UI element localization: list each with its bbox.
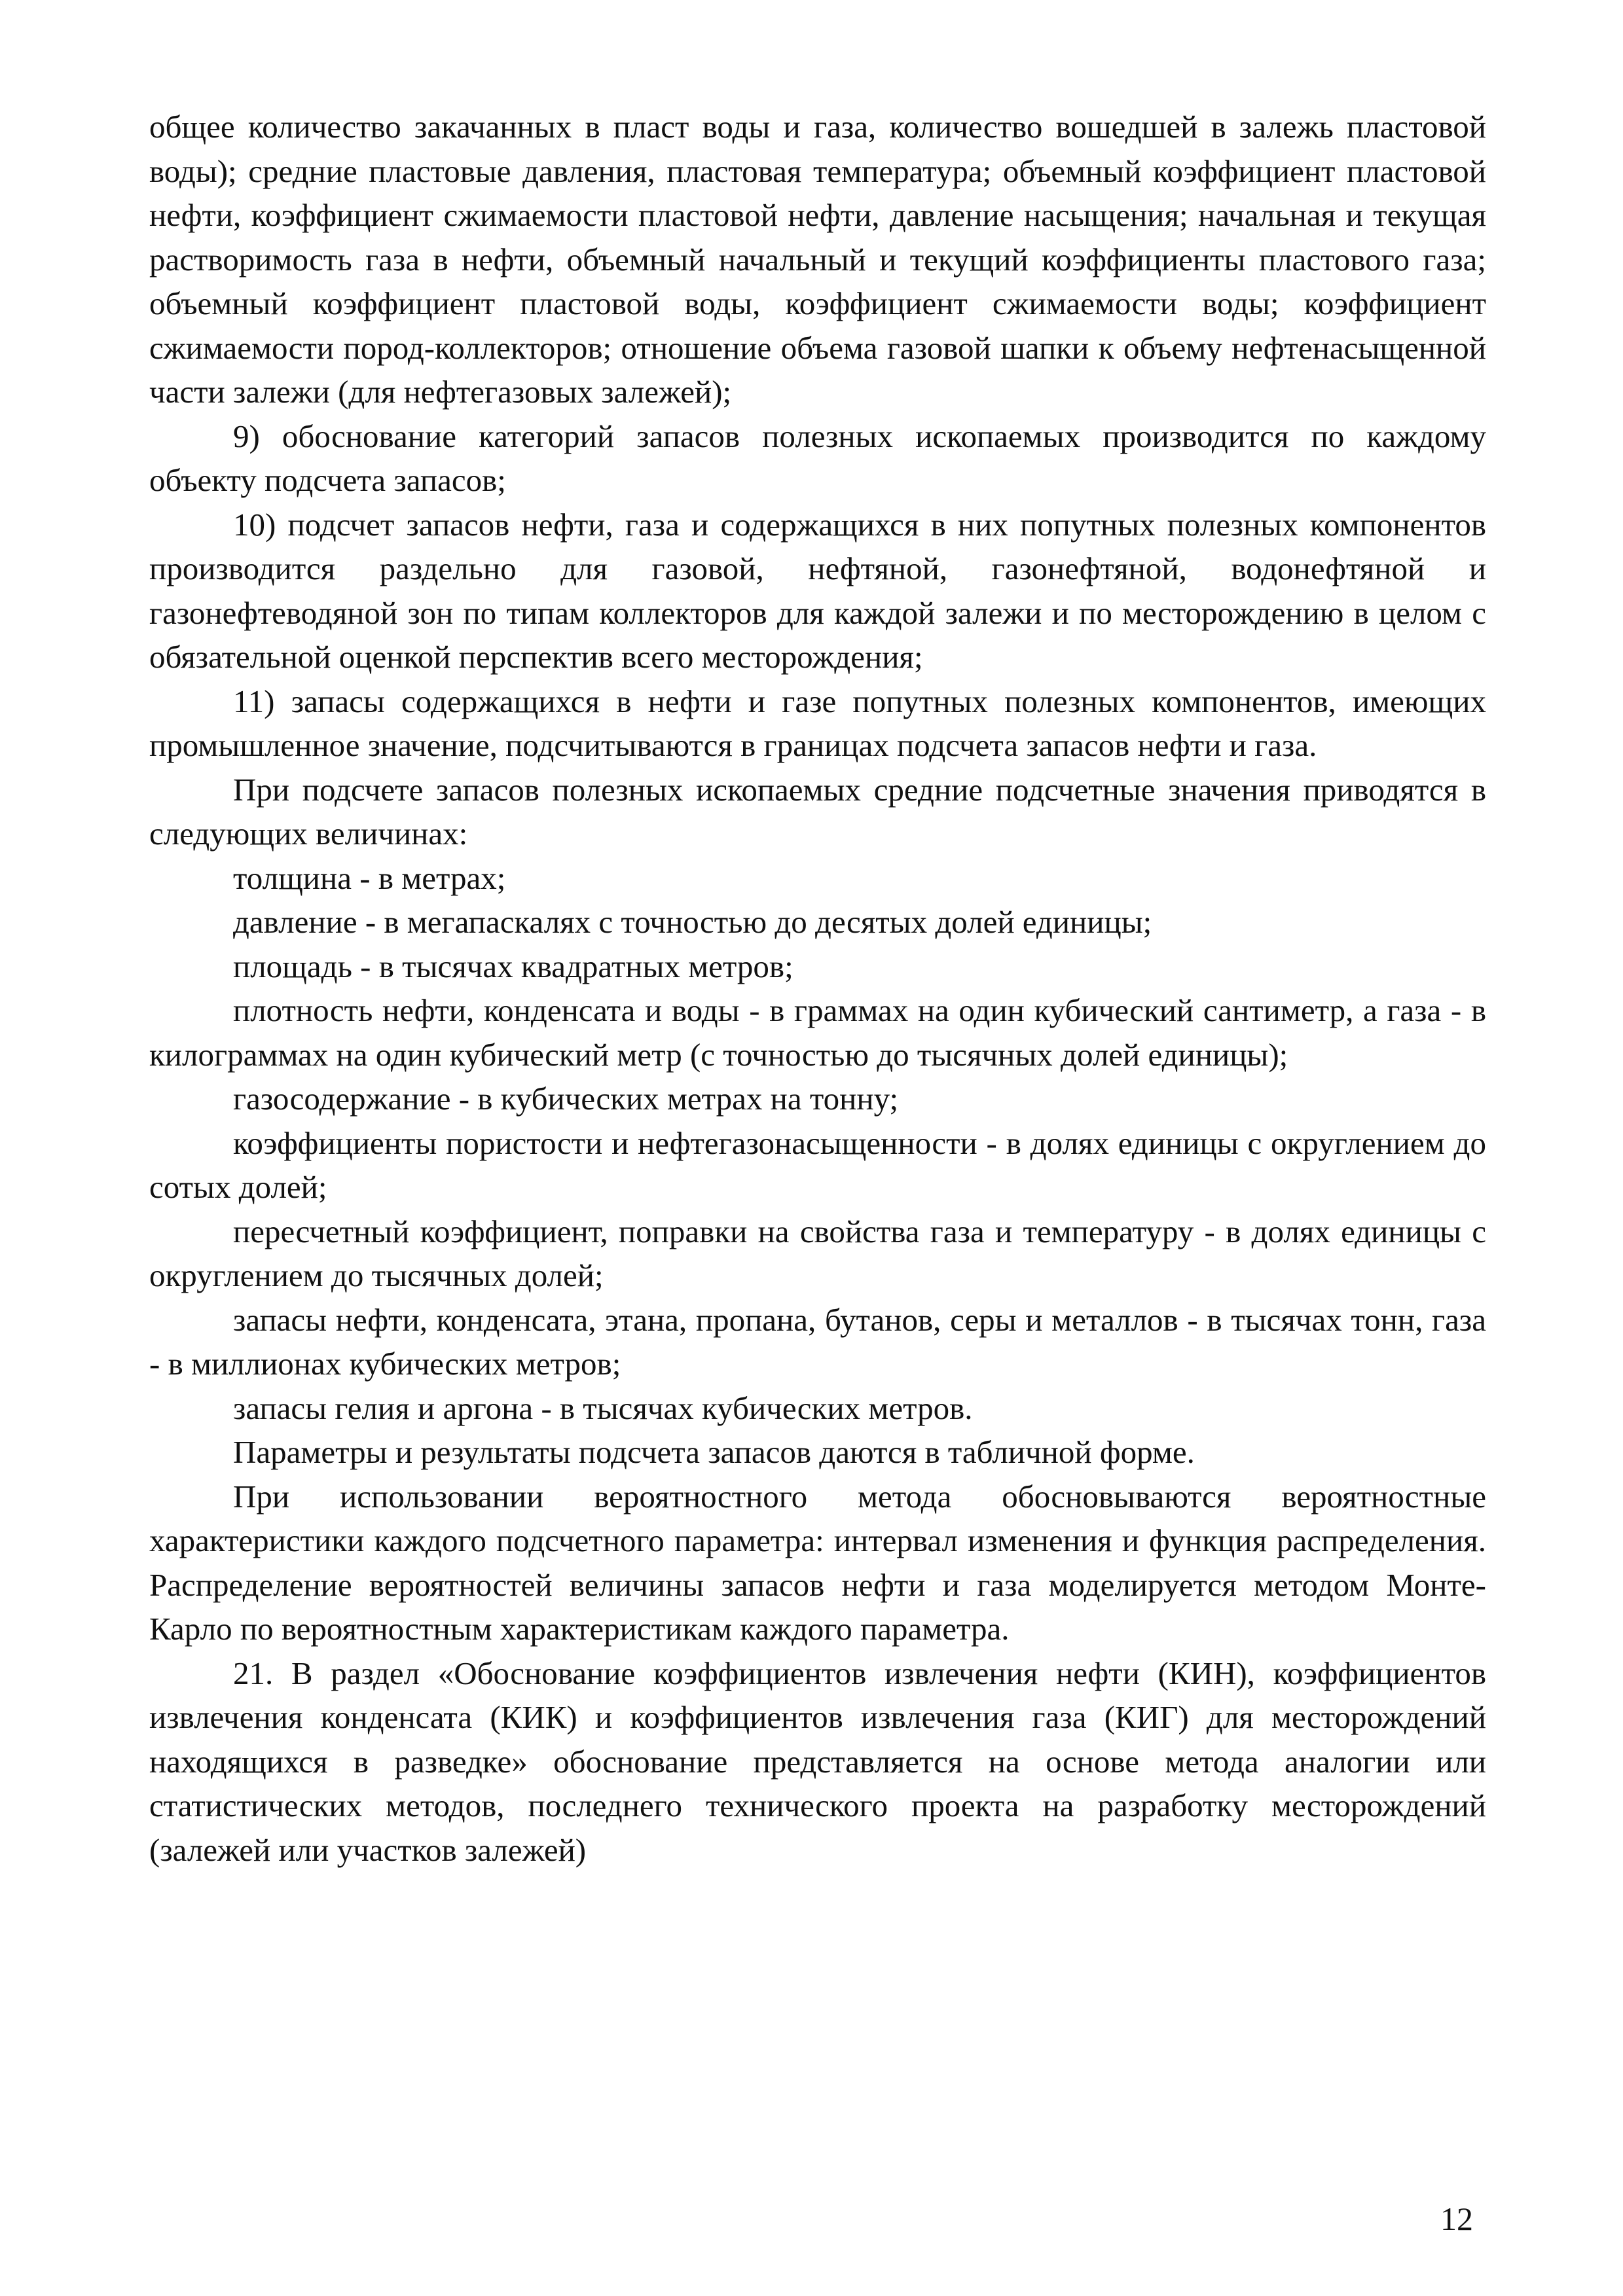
unit-density: плотность нефти, конденсата и воды - в граммах на один кубический сантиметр, а газа - в килограммах на один кубический метр (с точностью до тысячных долей единицы);: [149, 992, 1486, 1073]
unit-reserves-helium: запасы гелия и аргона - в тысячах кубических метров.: [233, 1390, 973, 1426]
paragraph-probabilistic-method: При использовании вероятностного метода обосновываются вероятностные характеристики каждого подсчетного параметра: интервал изменения и функция распределения. Распределение вероятностей величины запасов нефти и газа моделируется методом Монте-Карло по вероятностным характеристикам каждого параметра.: [149, 1478, 1486, 1647]
paragraph-item-21: 21. В раздел «Обоснование коэффициентов извлечения нефти (КИН), коэффициентов извлечения конденсата (КИК) и коэффициентов извлечения газа (КИГ) для месторождений находящихся в разведке» обоснование представляется на основе метода аналогии или статистических методов, последнего технического проекта на разработку месторождений (залежей или участков залежей): [149, 1655, 1486, 1868]
unit-reserves-oil: запасы нефти, конденсата, этана, пропана, бутанов, серы и металлов - в тысячах тонн, газа - в миллионах кубических метров;: [149, 1301, 1486, 1382]
unit-conversion-factor: пересчетный коэффициент, поправки на свойства газа и температуру - в долях единицы с округлением до тысячных долей;: [149, 1213, 1486, 1293]
unit-gas-content: газосодержание - в кубических метрах на тонну;: [233, 1081, 899, 1117]
paragraph-table-form: Параметры и результаты подсчета запасов даются в табличной форме.: [233, 1434, 1195, 1470]
paragraph-item-11: 11) запасы содержащихся в нефти и газе попутных полезных компонентов, имеющих промышленное значение, подсчитываются в границах подсчета запасов нефти и газа.: [149, 683, 1486, 763]
unit-pressure: давление - в мегапаскалях с точностью до десятых долей единицы;: [233, 904, 1152, 940]
unit-area: площадь - в тысячах квадратных метров;: [233, 948, 793, 984]
page-number: 12: [1440, 2200, 1473, 2237]
paragraph-continuation: общее количество закачанных в пласт воды и газа, количество вошедшей в залежь пластовой воды); средние пластовые давления, пластовая температура; объемный коэффициент пластовой нефти, коэффициент сжимаемости пластовой нефти, давление насыщения; начальная и текущая растворимость газа в нефти, объемный начальный и текущий коэффициенты пластового газа; объемный коэффициент пластовой воды, коэффициент сжимаемости воды; коэффициент сжимаемости пород-коллекторов; отношение объема газовой шапки к объему нефтенасыщенной части залежи (для нефтегазовых залежей);: [149, 109, 1486, 410]
paragraph-units-intro: При подсчете запасов полезных ископаемых средние подсчетные значения приводятся в следующих величинах:: [149, 771, 1486, 852]
paragraph-item-9: 9) обоснование категорий запасов полезных ископаемых производится по каждому объекту подсчета запасов;: [149, 418, 1486, 498]
paragraph-item-10: 10) подсчет запасов нефти, газа и содержащихся в них попутных полезных компонентов производится раздельно для газовой, нефтяной, газонефтяной, водонефтяной и газонефтеводяной зон по типам коллекторов для каждой залежи и по месторождению в целом с обязательной оценкой перспектив всего месторождения;: [149, 506, 1486, 675]
unit-porosity: коэффициенты пористости и нефтегазонасыщенности - в долях единицы с округлением до сотых долей;: [149, 1124, 1486, 1205]
page-body: [149, 105, 1486, 1872]
unit-thickness: толщина - в метрах;: [233, 859, 506, 896]
